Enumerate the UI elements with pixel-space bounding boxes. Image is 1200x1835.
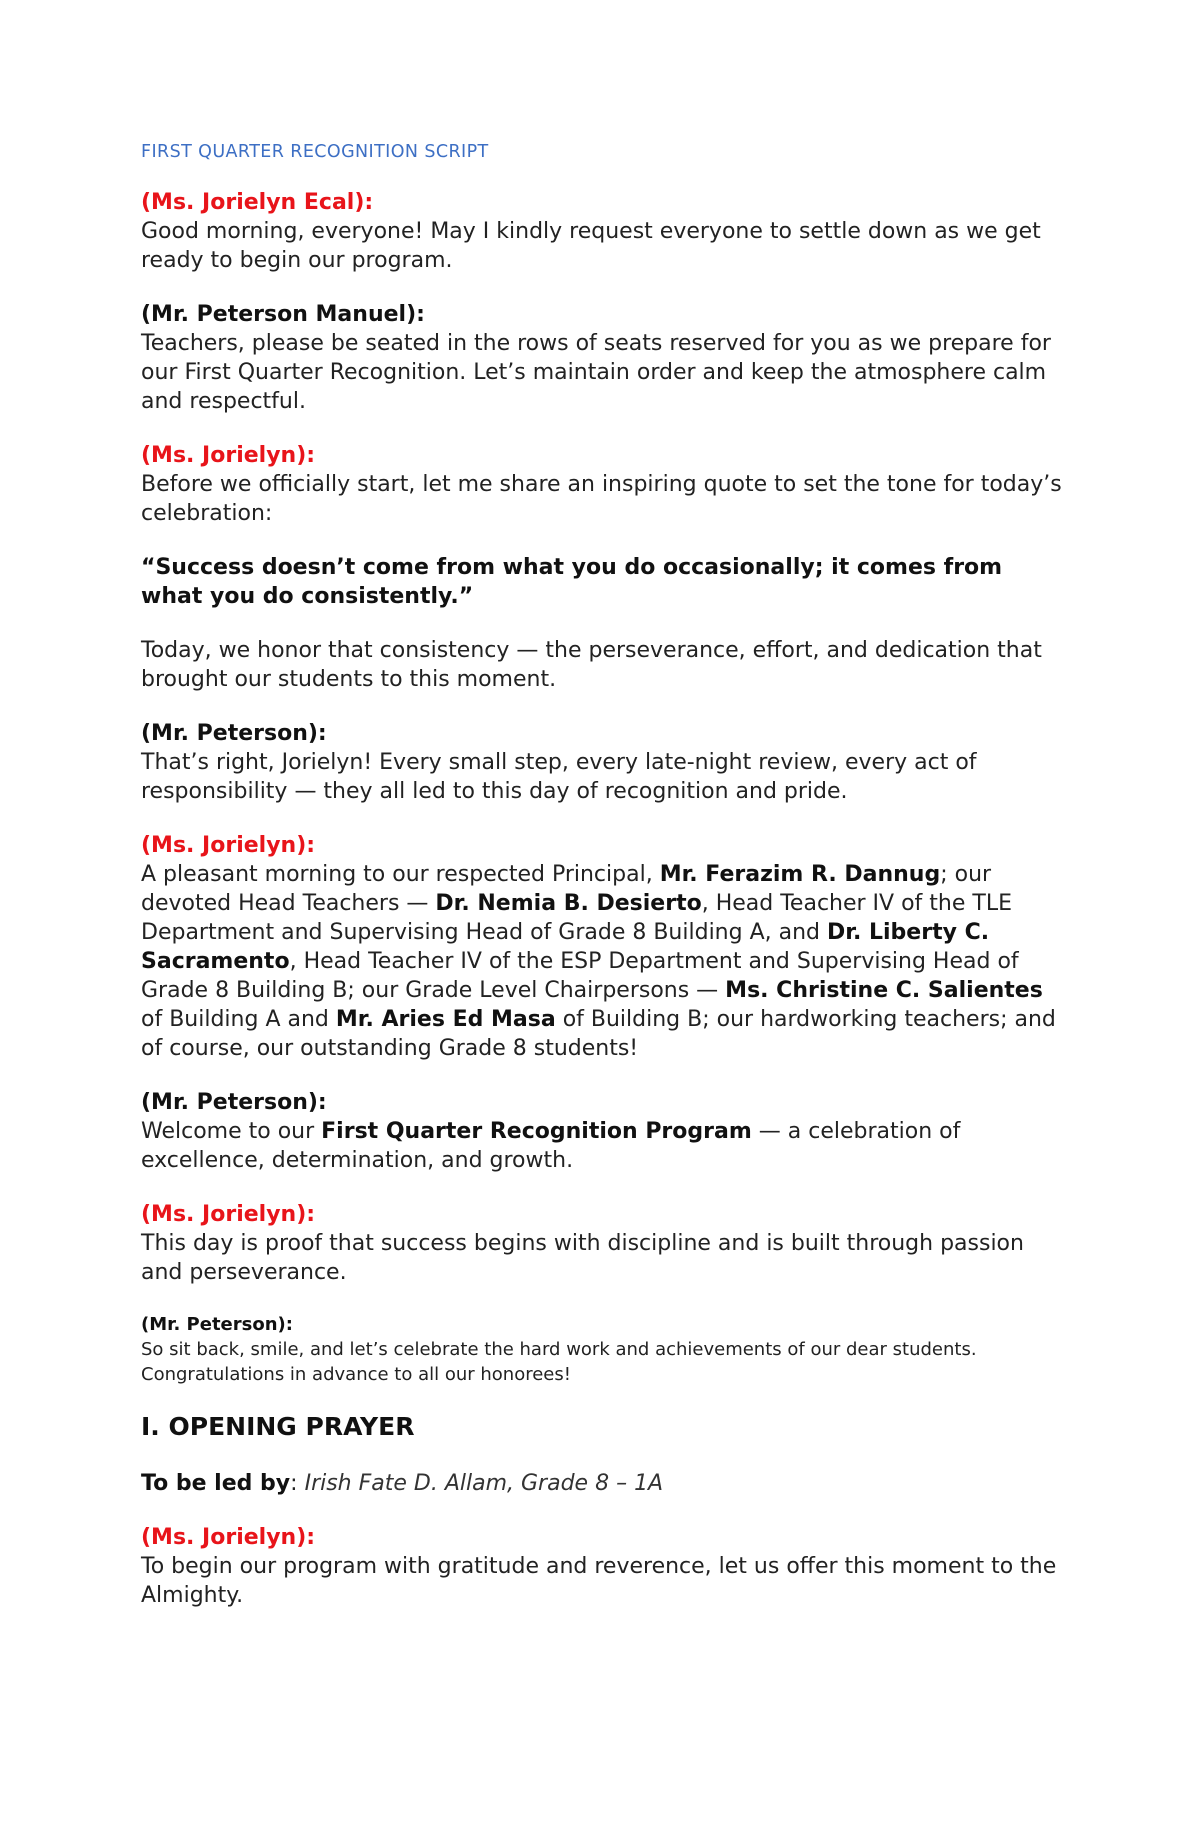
script-line: Teachers, please be seated in the rows of seats reserved for you as we prepare for our First Quarter Recognition. Let’s maintain order and keep the atmosphere calm and respectful.: [141, 331, 1051, 414]
script-block-welcome: [141, 1088, 1070, 1175]
script-line: Today, we honor that consistency — the perseverance, effort, and dedication that brought our students to this moment.: [141, 638, 1042, 692]
head-teacher-name: Dr. Nemia B. Desierto: [435, 891, 702, 916]
head-teacher-name: Dr. Liberty C. Sacramento: [141, 920, 990, 974]
welcome-text: — a celebration of excellence, determination, and growth.: [141, 1119, 961, 1173]
greeting-paragraph: [141, 860, 1070, 1063]
led-by-line: [141, 1469, 1070, 1498]
speaker-label: (Ms. Jorielyn):: [141, 833, 316, 858]
script-block-manuel-seating: [141, 300, 1070, 416]
greeting-text: , Head Teacher IV of the TLE Department and Supervising Head of Grade 8 Building A, and: [141, 891, 1012, 945]
led-by-label: To be led by: [141, 1471, 291, 1496]
speaker-label: (Ms. Jorielyn):: [141, 1525, 316, 1550]
speaker-label: (Ms. Jorielyn Ecal):: [141, 190, 374, 215]
greeting-text: , Head Teacher IV of the ESP Department and Supervising Head of Grade 8 Building B; our Grade Level Chairpersons —: [141, 949, 1019, 1003]
script-block-consistency: [141, 636, 1070, 694]
script-block-proof: [141, 1200, 1070, 1287]
greeting-text: ; our devoted Head Teachers —: [141, 862, 992, 916]
greeting-text: of Building A and: [141, 1007, 336, 1032]
script-line: To begin our program with gratitude and reverence, let us offer this moment to the Almighty.: [141, 1554, 1057, 1608]
section-heading-opening-prayer: I. OPENING PRAYER: [141, 1412, 415, 1441]
script-line: Good morning, everyone! May I kindly request everyone to settle down as we get ready to begin our program.: [141, 219, 1041, 273]
welcome-paragraph: [141, 1117, 1070, 1175]
script-line: That’s right, Jorielyn! Every small step, every late-night review, every act of responsibility — they all led to this day of recognition and pride.: [141, 750, 977, 804]
speaker-label: (Mr. Peterson):: [141, 1090, 327, 1115]
led-by-value: Irish Fate D. Allam, Grade 8 – 1A: [304, 1471, 664, 1496]
chairperson-name: Ms. Christine C. Salientes: [725, 978, 1043, 1003]
script-block-jorielyn-quote-intro: [141, 441, 1070, 528]
script-line: This day is proof that success begins with discipline and is built through passion and perseverance.: [141, 1231, 1024, 1285]
script-block-peterson-reply: [141, 719, 1070, 806]
principal-name: Mr. Ferazim R. Dannug: [659, 862, 941, 887]
led-by-colon: :: [290, 1471, 298, 1496]
speaker-label: (Ms. Jorielyn):: [141, 1202, 316, 1227]
speaker-label: (Mr. Peterson):: [141, 1314, 293, 1335]
script-line: So sit back, smile, and let’s celebrate the hard work and achievements of our dear students. Congratulations in advance to all our honorees!: [141, 1339, 977, 1385]
document-title: FIRST QUARTER RECOGNITION SCRIPT: [141, 142, 489, 162]
speaker-label: (Mr. Peterson):: [141, 721, 327, 746]
script-block-ecal-opening: [141, 188, 1070, 275]
speaker-label: (Mr. Peterson Manuel):: [141, 302, 425, 327]
script-block-sitback: [141, 1312, 1070, 1387]
speaker-label: (Ms. Jorielyn):: [141, 443, 316, 468]
script-line: Before we officially start, let me share an inspiring quote to set the tone for today’s celebration:: [141, 472, 1062, 526]
inspirational-quote: “Success doesn’t come from what you do occasionally; it comes from what you do consistently.”: [141, 555, 1003, 609]
greeting-text: of Building B; our hardworking teachers; and of course, our outstanding Grade 8 students!: [141, 1007, 1056, 1061]
welcome-text: Welcome to our: [141, 1119, 322, 1144]
greeting-text: A pleasant morning to our respected Principal,: [141, 862, 660, 887]
chairperson-name: Mr. Aries Ed Masa: [335, 1007, 556, 1032]
script-block-greeting: [141, 831, 1070, 1063]
program-name: First Quarter Recognition Program: [321, 1119, 752, 1144]
script-block-prayer-intro: [141, 1523, 1070, 1610]
